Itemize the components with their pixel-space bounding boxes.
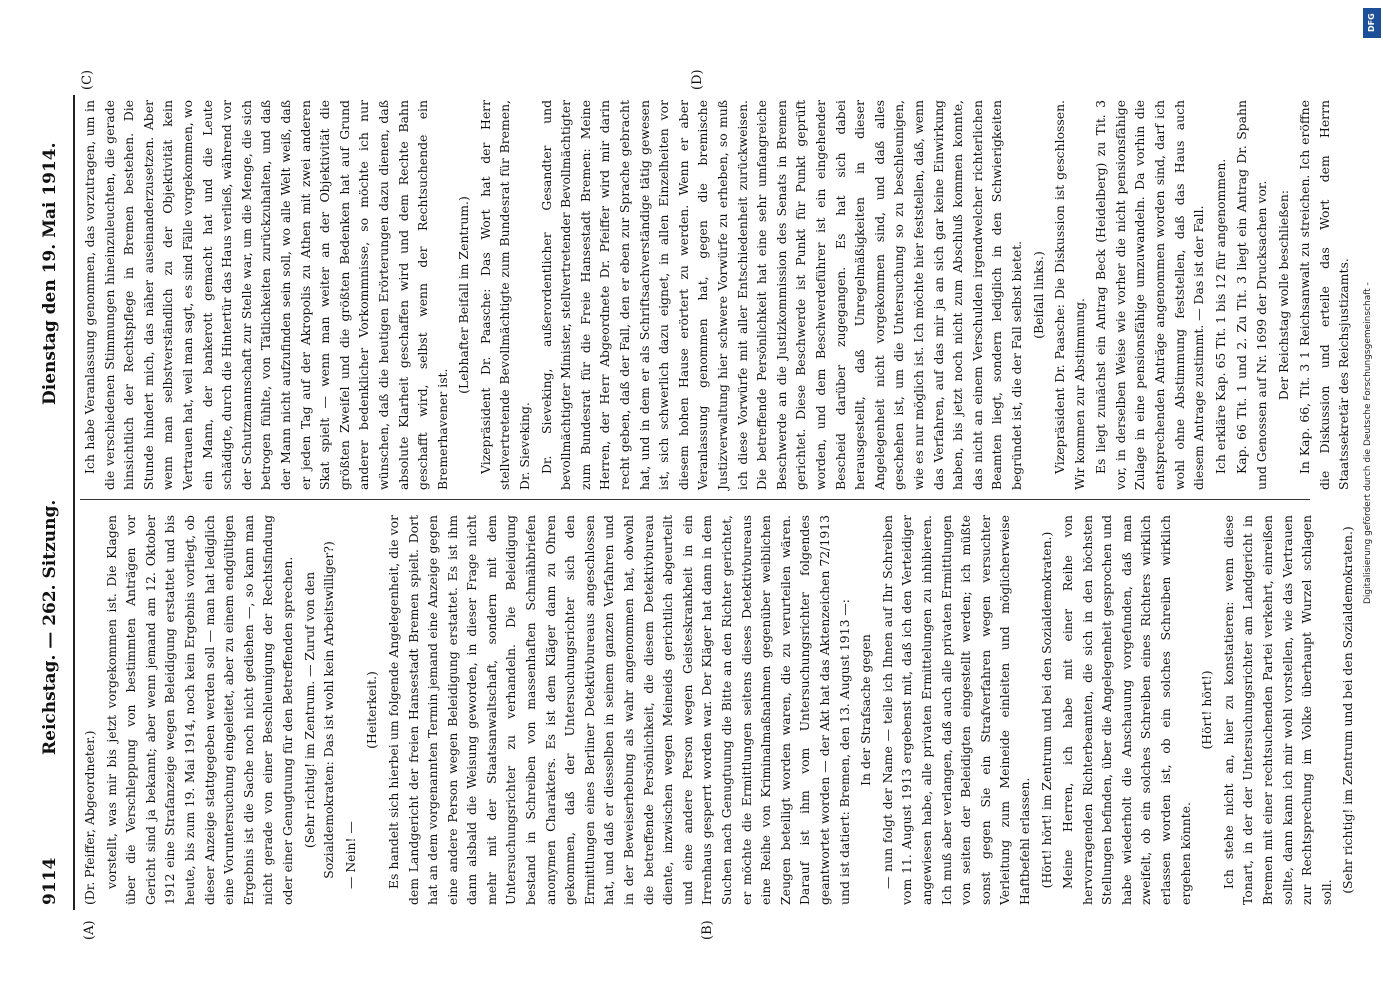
interjection: (Lebhafter Beifall im Zentrum.) xyxy=(456,196,472,394)
left-column xyxy=(80,515,1356,905)
paragraph: — Nein! — xyxy=(342,821,358,889)
column-divider xyxy=(80,499,1310,500)
paragraph: Kap. 66 Tit. 1 und 2. Zu Tit. 3 liegt ein Antrag Dr. Spahn und Genossen auf Nr. 1699 der Drucksachen vor. xyxy=(1234,100,1270,490)
margin-marker-b: (B) xyxy=(700,920,715,940)
paragraph: Es handelt sich hierbei um folgende Angelegenheit, die vor dem Landgericht der freien Hansestadt Bremen spielt. Dort hat an dem vorgenannten Termin jemand eine Anzeige gegen eine andere Person wegen Beleidigung erstattet. Es ist ihm dann alsbald die Weisung geworden, in dieser Frage nicht mehr mit der Staatsanwaltschaft, sondern mit dem Untersuchungsrichter zu verhandeln. Die Beleidigung bestand in Schreiben von massenhaften Schmähbriefen anonymen Charakters. Es ist dem Kläger dann zu Ohren gekommen, daß der Untersuchungsrichter sich den Ermittlungen eines Berliner Detektivbureaus angeschlossen hat, und daß er diesselben in seinem ganzen Verfahren und in der Beweiserhebung als wahr angenommen hat, obwohl die betreffende Persönlichkeit, die diesem Detektivbureau diente, inzwischen wegen Meineids gerichtlich abgeurteilt und eine andere Person wegen Geisteskrankheit in ein Irrenhaus gesperrt worden war. Der Kläger hat dann in dem Suchen nach Genugtuung die Bitte an den Richter gerichtet, er möchte die Ermittlungen seitens dieses Detektivbureaus eine Reihe von Kriminalmaßnahmen gegenüber weiblichen Zeugen beteiligt worden waren, die zu verurteilen wären. Darauf ist ihm vom Untersuchungsrichter folgendes geantwortet worden — der Akt hat das Aktenzeichen 72/1913 und ist datiert: Bremen, den 13. August 1913 —: xyxy=(385,515,852,905)
paragraph: In der Strafsache gegen xyxy=(858,634,874,786)
running-head xyxy=(40,100,70,905)
interjection: (Beifall links.) xyxy=(1030,251,1046,339)
session-date: Dienstag den 19. Mai 1914. xyxy=(40,142,60,405)
paragraph: Vizepräsident Dr. Paasche: Das Wort hat der Herr stellvertretende Bevollmächtigte zum Bundesrat für Bremen, Dr. Sieveking. xyxy=(477,100,533,490)
dfg-logo: DFG xyxy=(1363,8,1381,38)
speaker-note: (Dr. Pfeiffer, Abgeordneter.) xyxy=(82,730,97,905)
margin-marker-a: (A) xyxy=(82,920,97,940)
interjection: (Heiterkeit.) xyxy=(364,671,380,749)
paragraph: Ich stehe nicht an, hier zu konstatieren: wenn diese Tonart, in der der Untersuchungsrichter am Landgericht in Bremen mit einer rechtsuchenden Partei verkehrt, einreißen sollte, dann kann ich mir wohl vorstellen, wie das Vertrauen zur Rechtsprechung im Volke überhaupt Wurzel schlagen soll. xyxy=(1220,515,1334,905)
paragraph: Es liegt zunächst ein Antrag Beck (Heidelberg) zu Tit. 3 vor, in derselben Weise wie vorher die nicht pensionsfähige Zulage in eine pensionsfähige umzuwandeln. Da vorhin die entsprechenden Anträge angenommen worden sind, darf ich wohl ohne Abstimmung feststellen, daß das Haus auch diesem Antrage zustimmt. — Das ist der Fall. xyxy=(1093,100,1207,490)
digitization-credit: Digitalisierung gefördert durch die Deutsche Forschungsgemeinschaft - xyxy=(1363,282,1373,604)
interjection: (Hört! hört!) xyxy=(1199,670,1215,750)
interjection: (Sehr richtig! im Zentrum. — Zuruf von den Sozialdemokraten: Das ist wohl kein Arbeitswilliger?) xyxy=(301,541,337,879)
paragraph: Vizepräsident Dr. Paasche: Die Diskussion ist geschlossen. Wir kommen zur Abstimmung. xyxy=(1052,100,1087,490)
paragraph: Der Reichstag wolle beschließen: xyxy=(1275,189,1291,401)
paragraph: Meine Herren, ich habe mit einer Reihe von hervorragenden Richterbeamten, die sich in den höchsten Stellungen befinden, über die Angelegenheit gesprochen und habe wiederholt die Anschauung vorgefunden, daß man zweifelt, ob ein solches Schreiben eines Richters wirklich erlassen worden ist, ob ein solches Schreiben wirklich ergehen könnte. xyxy=(1060,515,1193,905)
right-column xyxy=(80,100,1352,490)
paragraph: In Kap. 66, Tit. 3 1 Reichsanwalt zu streichen. Ich eröffne die Diskussion und erteile das Wort dem Herrn Staatssekretär des Reichsjustizamts. xyxy=(1297,100,1352,490)
paragraph: — nun folgt der Name — teile ich Ihnen auf Ihr Schreiben vom 11. August 1913 ergebenst mit, daß ich den Verteidiger angewiesen habe, alle privaten Ermittelungen zu inhibieren. Ich muß aber verlangen, daß auch alle privaten Ermittlungen von seiten der Beleidigten eingestellt werden; ich müßte sonst gegen Sie ein Strafverfahren wegen versuchter Verleitung zum Meineide einleiten und möglicherweise Haftbefehl erlassen. xyxy=(879,515,1032,905)
page-title: Reichstag. — 262. Sitzung. xyxy=(40,499,60,755)
margin-marker-d: (D) xyxy=(690,69,705,90)
interjection: (Sehr richtig! im Zentrum und bei den Sozialdemokraten.) xyxy=(1340,526,1356,894)
margin-marker-c: (C) xyxy=(80,69,95,90)
paragraph: Ich habe Veranlassung genommen, das vorzutragen, um in die verschiedenen Stimmungen hineinzuleuchten, die gerade hinsichtlich der Rechtspflege in Bremen bestehen. Die Stunde hindert mich, das näher auseinanderzusetzen. Aber wenn man selbstverständlich zu der Objektivität kein Vertrauen hat, weil man sagt, es sind Fälle vorgekommen, wo ein Mann, der bankerott gemacht hat und die Leute schädigte, durch die Hintertür das Haus verließ, während vor der Schutzmannschaft zur Stelle war, um die Menge, die sich betrogen fühlte, von Tätlichkeiten zurückzuhalten, und daß der Mann nicht aufzufinden sein soll, wo alle Welt weiß, daß er jeden Tag auf der Akropolis zu Athen mit zwei anderen Skat spielt — wenn man weiter an der Objektivität die größten Zweifel und die größten Bedenken hat auf Grund anderer bedenklicher Vorkommnisse, so möchte ich nur wünschen, daß die heutigen Erörterungen dazu dienen, daß absolute Klarheit geschaffen wird und dem Rechte Bahn geschafft wird, selbst wenn der Rechtsuchende ein Bremerhavener ist. xyxy=(82,100,450,490)
page-number: 9114 xyxy=(40,857,60,905)
paragraph: vorstellt, was mir bis jetzt vorgekommen ist. Die Klagen über die Verschleppung von bestimmten Anträgen vor Gericht sind ja bekannt; aber wenn jemand am 12. Oktober 1912 eine Strafanzeige wegen Beleidigung erstattet und bis heute, bis zum 19. Mai 1914, noch kein Ergebnis vorliegt, ob dieser Anzeige stattgegeben werden soll — man hat lediglich eine Voruntersuchung eingeleitet, aber zu einem endgültigen Ergebnis ist die Sache noch nicht gediehen —, so kann man nicht gerade von einer Beschleunigung der Rechtsfindung oder einer Genugtuung für den Betreffenden sprechen. xyxy=(103,515,295,905)
paragraph: Dr. Sieveking, außerordentlicher Gesandter und bevollmächtigter Minister, stellvertretender Bevollmächtigter zum Bundesrat für die Freie Hansestadt Bremen: Meine Herren, der Herr Abgeordnete Dr. Pfeiffer wird mir darin recht geben, daß der Fall, den er eben zur Sprache gebracht hat, und in dem er als Schriftsachverständige tätig gewesen ist, sich schwerlich dazu eignet, in allen Einzelheiten vor diesem hohen Hause erörtert zu werden. Wenn er aber Veranlassung genommen hat, gegen die bremische Justizverwaltung hier schwere Vorwürfe zu erheben, so muß ich diese Vorwürfe mit aller Entschiedenheit zurückweisen. Die betreffende Persönlichkeit hat eine sehr umfangreiche Beschwerde an die Justizkommission des Senats in Bremen gerichtet. Diese Beschwerde ist Punkt für Punkt geprüft worden, und dem Beschwerdeführer ist ein eingehender Bescheid darüber zugegangen. Es hat sich dabei herausgestellt, daß Unregelmäßigkeiten in dieser Angelegenheit nicht vorgekommen sind, und daß alles geschehen ist, um die Untersuchung so zu beschleunigen, wie es nur möglich ist. Ich möchte hier feststellen, daß, wenn das Verfahren, auf das mir ja an sich gar keine Einwirkung haben, bis jetzt noch nicht zum Abschluß kommen konnte, das nicht an einem Verschulden irgendwelcher richterlichen Beamten liegt, sondern lediglich in den Schwierigkeiten begründet ist, die der Fall selbst bietet. xyxy=(538,100,1024,490)
paragraph: Ich erkläre Kap. 65 Tit. 1 bis 12 für angenommen. xyxy=(1212,158,1228,474)
header-rule xyxy=(73,95,75,910)
interjection: (Hört! hört! im Zentrum und bei den Sozialdemokraten.) xyxy=(1038,531,1054,889)
